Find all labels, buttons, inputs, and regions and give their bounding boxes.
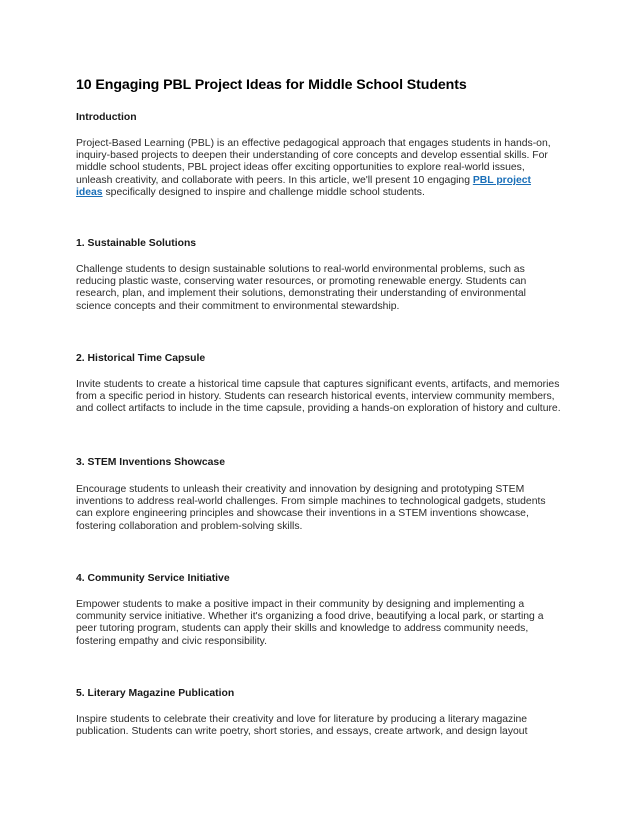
section-paragraph [76, 379, 576, 416]
section-heading: 1. Sustainable Solutions [76, 238, 197, 249]
intro-line: unleash creativity, and collaborate with peers. In this article, we'll present 10 engaging [76, 174, 473, 186]
section-heading: 2. Historical Time Capsule [76, 353, 206, 364]
section-heading: 5. Literary Magazine Publication [76, 688, 235, 699]
section-line: Challenge students to design sustainable solutions to real-world environmental problems, such as [76, 264, 525, 275]
page-title: 10 Engaging PBL Project Ideas for Middle School Students [76, 77, 467, 93]
section-line: from a specific period in history. Students can research historical events, interview community members, [76, 391, 555, 403]
section-line: fostering empathy and civic responsibility. [76, 635, 267, 647]
section-line: research, plan, and implement their solutions, demonstrating their understanding of environmental [76, 288, 526, 300]
intro-heading: Introduction [76, 112, 137, 123]
pbl-project-ideas-link-cont[interactable]: ideas [76, 186, 103, 198]
section-line: community service initiative. Whether it's organizing a food drive, beautifying a local park, or starting a [76, 611, 544, 623]
section-line: science concepts and their commitment to environmental stewardship. [76, 300, 400, 312]
section-line: Empower students to make a positive impact in their community by designing and implementing a [76, 599, 525, 610]
section-paragraph [76, 484, 576, 533]
section-line: inventions to address real-world challenges. From simple machines to technological gadgets, students [76, 496, 546, 508]
section-line: publication. Students can write poetry, short stories, and essays, create artwork, and design layout [76, 726, 528, 738]
section-line: peer tutoring program, students can apply their skills and knowledge to address community needs, [76, 623, 529, 635]
section-line: Inspire students to celebrate their creativity and love for literature by producing a literary magazine [76, 714, 528, 725]
intro-line-with-link [76, 187, 576, 199]
section-heading: 3. STEM Inventions Showcase [76, 457, 225, 468]
intro-line-with-link [76, 175, 576, 187]
section-heading: 4. Community Service Initiative [76, 573, 230, 584]
section-line: reducing plastic waste, conserving water resources, or promoting renewable energy. Students can [76, 276, 527, 288]
intro-paragraph [76, 138, 576, 199]
section-line: fostering collaboration and problem-solving skills. [76, 520, 303, 532]
section-paragraph [76, 264, 576, 313]
section-paragraph [76, 714, 576, 738]
intro-line: middle school students, PBL project ideas offer exciting opportunities to explore real-world issues, [76, 162, 525, 174]
intro-line: specifically designed to inspire and challenge middle school students. [102, 186, 425, 198]
section-line: Encourage students to unleash their creativity and innovation by designing and prototyping STEM [76, 484, 525, 495]
pbl-project-ideas-link[interactable]: PBL project [472, 174, 531, 186]
section-line: Invite students to create a historical time capsule that captures significant events, artifacts, and memories [76, 379, 560, 390]
section-line: and collect artifacts to include in the time capsule, providing a hands-on exploration of history and culture. [76, 403, 561, 415]
intro-line: Project-Based Learning (PBL) is an effective pedagogical approach that engages students in hands-on, [76, 138, 551, 149]
section-line: can explore engineering principles and showcase their inventions in a STEM inventions showcase, [76, 508, 529, 520]
intro-line: inquiry-based projects to deepen their understanding of core concepts and develop essential skills. For [76, 150, 548, 162]
section-paragraph [76, 599, 576, 648]
